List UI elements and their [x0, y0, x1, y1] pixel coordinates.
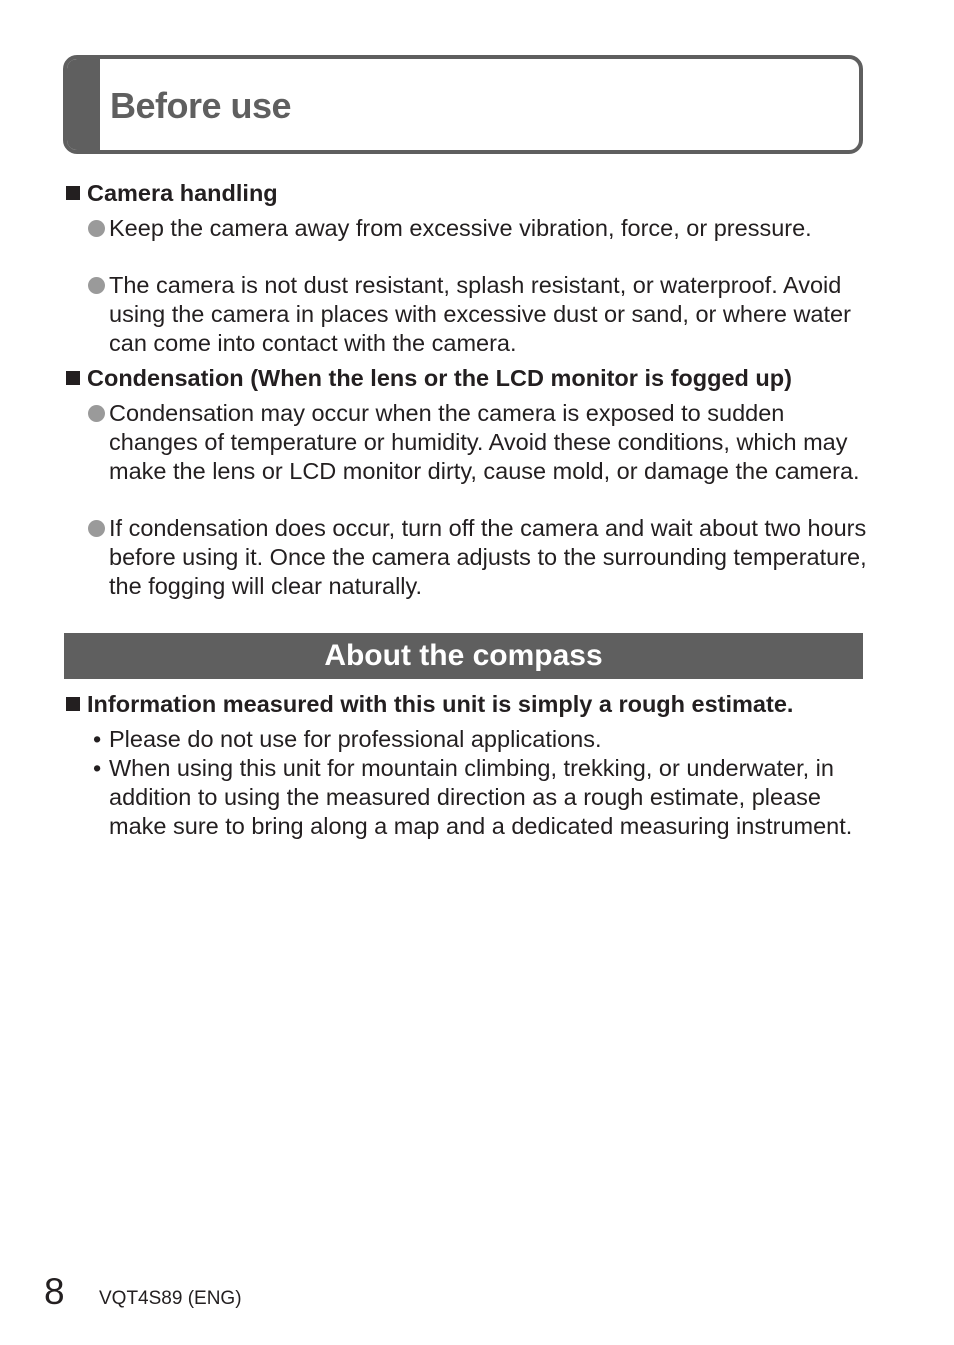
section-heading-compass: [66, 691, 793, 718]
list-item: [109, 399, 869, 485]
page-title-box: [63, 55, 863, 154]
section-heading-text: Condensation (When the lens or the LCD monitor is fogged up): [87, 365, 792, 391]
document-code: VQT4S89 (ENG): [99, 1288, 242, 1309]
list-item: [109, 514, 869, 600]
list-item-text: When using this unit for mountain climbing, trekking, or underwater, in addition to using the measured direction as a rough estimate, please make sure to bring along a map and a dedicated measuring instrument.: [109, 755, 853, 839]
section-heading-text: Camera handling: [87, 180, 278, 206]
circle-bullet-icon: [88, 277, 105, 294]
list-item: [93, 725, 869, 754]
list-item: [93, 754, 869, 840]
list-item: [109, 271, 869, 357]
square-bullet-icon: [66, 186, 80, 200]
page-number: 8: [44, 1271, 65, 1312]
title-tab: [67, 59, 100, 150]
list-item: [109, 214, 869, 243]
section-band-title: About the compass: [64, 633, 863, 679]
section-heading-text: Information measured with this unit is simply a rough estimate.: [87, 691, 794, 717]
circle-bullet-icon: [88, 405, 105, 422]
circle-bullet-icon: [88, 520, 105, 537]
middle-dot-bullet-icon: •: [93, 726, 102, 752]
list-item-text: The camera is not dust resistant, splash resistant, or waterproof. Avoid using the camera in places with excessive dust or sand, or where water can come into contact with the camera.: [109, 272, 851, 356]
section-heading-condensation: [66, 365, 792, 392]
square-bullet-icon: [66, 697, 80, 711]
list-item-text: If condensation does occur, turn off the camera and wait about two hours before using it. Once the camera adjusts to the surrounding temperature, the fogging will clear naturally.: [109, 515, 867, 599]
square-bullet-icon: [66, 371, 80, 385]
list-item-text: Keep the camera away from excessive vibration, force, or pressure.: [109, 215, 812, 241]
page-title: Before use: [110, 85, 292, 126]
middle-dot-bullet-icon: •: [93, 755, 102, 781]
circle-bullet-icon: [88, 220, 105, 237]
section-heading-camera-handling: [66, 180, 278, 207]
list-item-text: Please do not use for professional applications.: [109, 726, 602, 752]
list-item-text: Condensation may occur when the camera is exposed to sudden changes of temperature or humidity. Avoid these conditions, which may make the lens or LCD monitor dirty, cause mold, or damage the camera.: [109, 400, 860, 484]
